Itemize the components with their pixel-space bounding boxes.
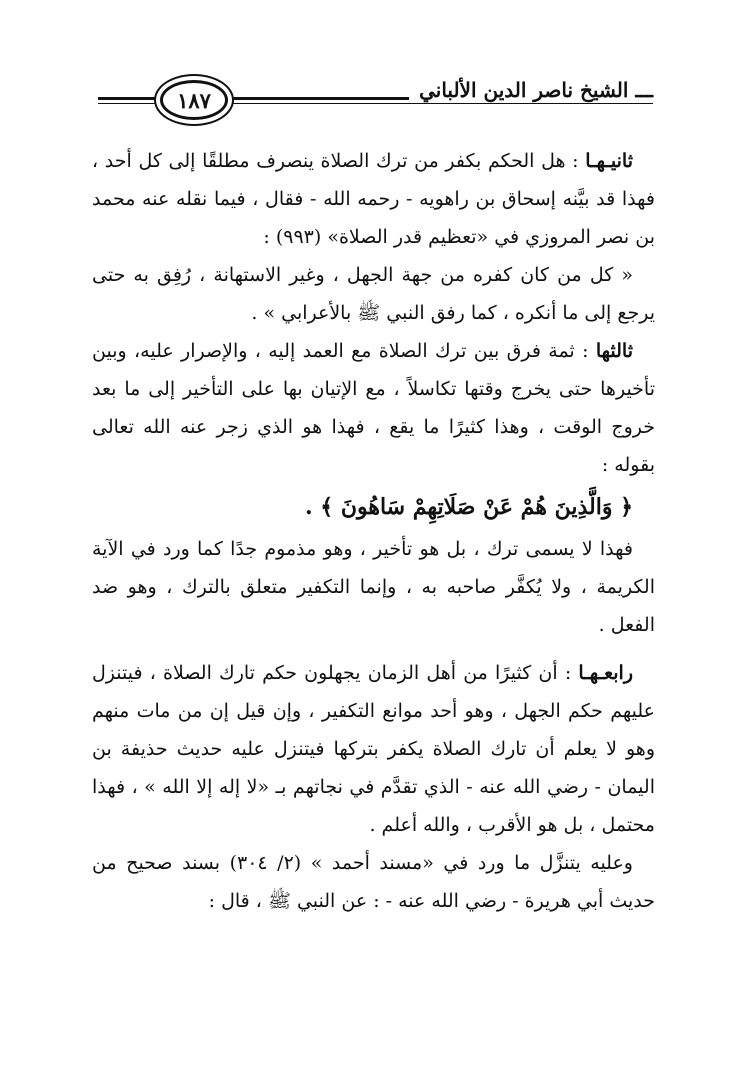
paragraph-text: : ثمة فرق بين ترك الصلاة مع العمد إليه ، والإصرار عليه، وبين تأخيرها حتى يخرج وقتها تكاسلاً ، مع الإتيان بها على التأخير إلى ما بعد خروج الوقت ، وهذا كثيرًا ما يقع ، فهذا هو الذي زجر عنه الله تعالى بقوله : (92, 340, 655, 476)
paragraph-fourth-point (92, 654, 655, 844)
running-title: ـــ الشيخ ناصر الدين الألباني (409, 78, 653, 102)
page-number-badge (160, 80, 228, 120)
point-label: ثانيـهـا (585, 150, 633, 172)
page-number: ١٨٧ (177, 87, 211, 113)
page-header (98, 76, 653, 122)
paragraph-text: : أن كثيرًا من أهل الزمان يجهلون حكم تارك الصلاة ، فيتنزل عليهم حكم الجهل ، وهو أحد موانع التكفير ، وإن قيل إن من مات منهم وهو لا يعلم أن تارك الصلاة يكفر بتركها فيتنزل عليه حديث حذيفة بن اليمان - رضي الله عنه - الذي تقدَّم في نجاتهم بـ «لا إله إلا الله » ، فهذا محتمل ، بل هو الأقرب ، والله أعلم . (92, 662, 655, 836)
paragraph-text: : هل الحكم بكفر من ترك الصلاة ينصرف مطلقًا إلى كل أحد ، فهذا قد بيَّنه إسحاق بن راهويه - رحمه الله - فقال ، فيما نقله عنه محمد بن نصر المروزي في «تعظيم قدر الصلاة» (٩٩٣) : (92, 150, 655, 248)
paragraph-third-point (92, 332, 655, 484)
point-label: رابعـهـا (578, 662, 633, 684)
point-label: ثالثها (595, 340, 633, 362)
quotation-ishaq: « كل من كان كفره من جهة الجهل ، وغير الاستهانة ، رُفِق به حتى يرجع إلى ما أنكره ، كما رفق النبي ﷺ بالأعرابي » . (92, 264, 655, 324)
page-body (92, 142, 655, 920)
paragraph-second-point (92, 142, 655, 256)
paragraph-delay: فهذا لا يسمى ترك ، بل هو تأخير ، وهو مذموم جدًا كما ورد في الآية الكريمة ، ولا يُكفَّر صاحبه به ، وإنما التكفير متعلق بالترك ، وهو ضد الفعل . (92, 538, 655, 636)
paragraph-musnad: وعليه يتنزَّل ما ورد في «مسند أحمد » (٢/ ٣٠٤) بسند صحيح من حديث أبي هريرة - رضي الله عنه - : عن النبي ﷺ ، قال : (92, 852, 655, 912)
quran-verse: ﴿ وَالَّذِينَ هُمْ عَنْ صَلَاتِهِمْ سَاهُونَ ﴾ . (304, 494, 633, 520)
